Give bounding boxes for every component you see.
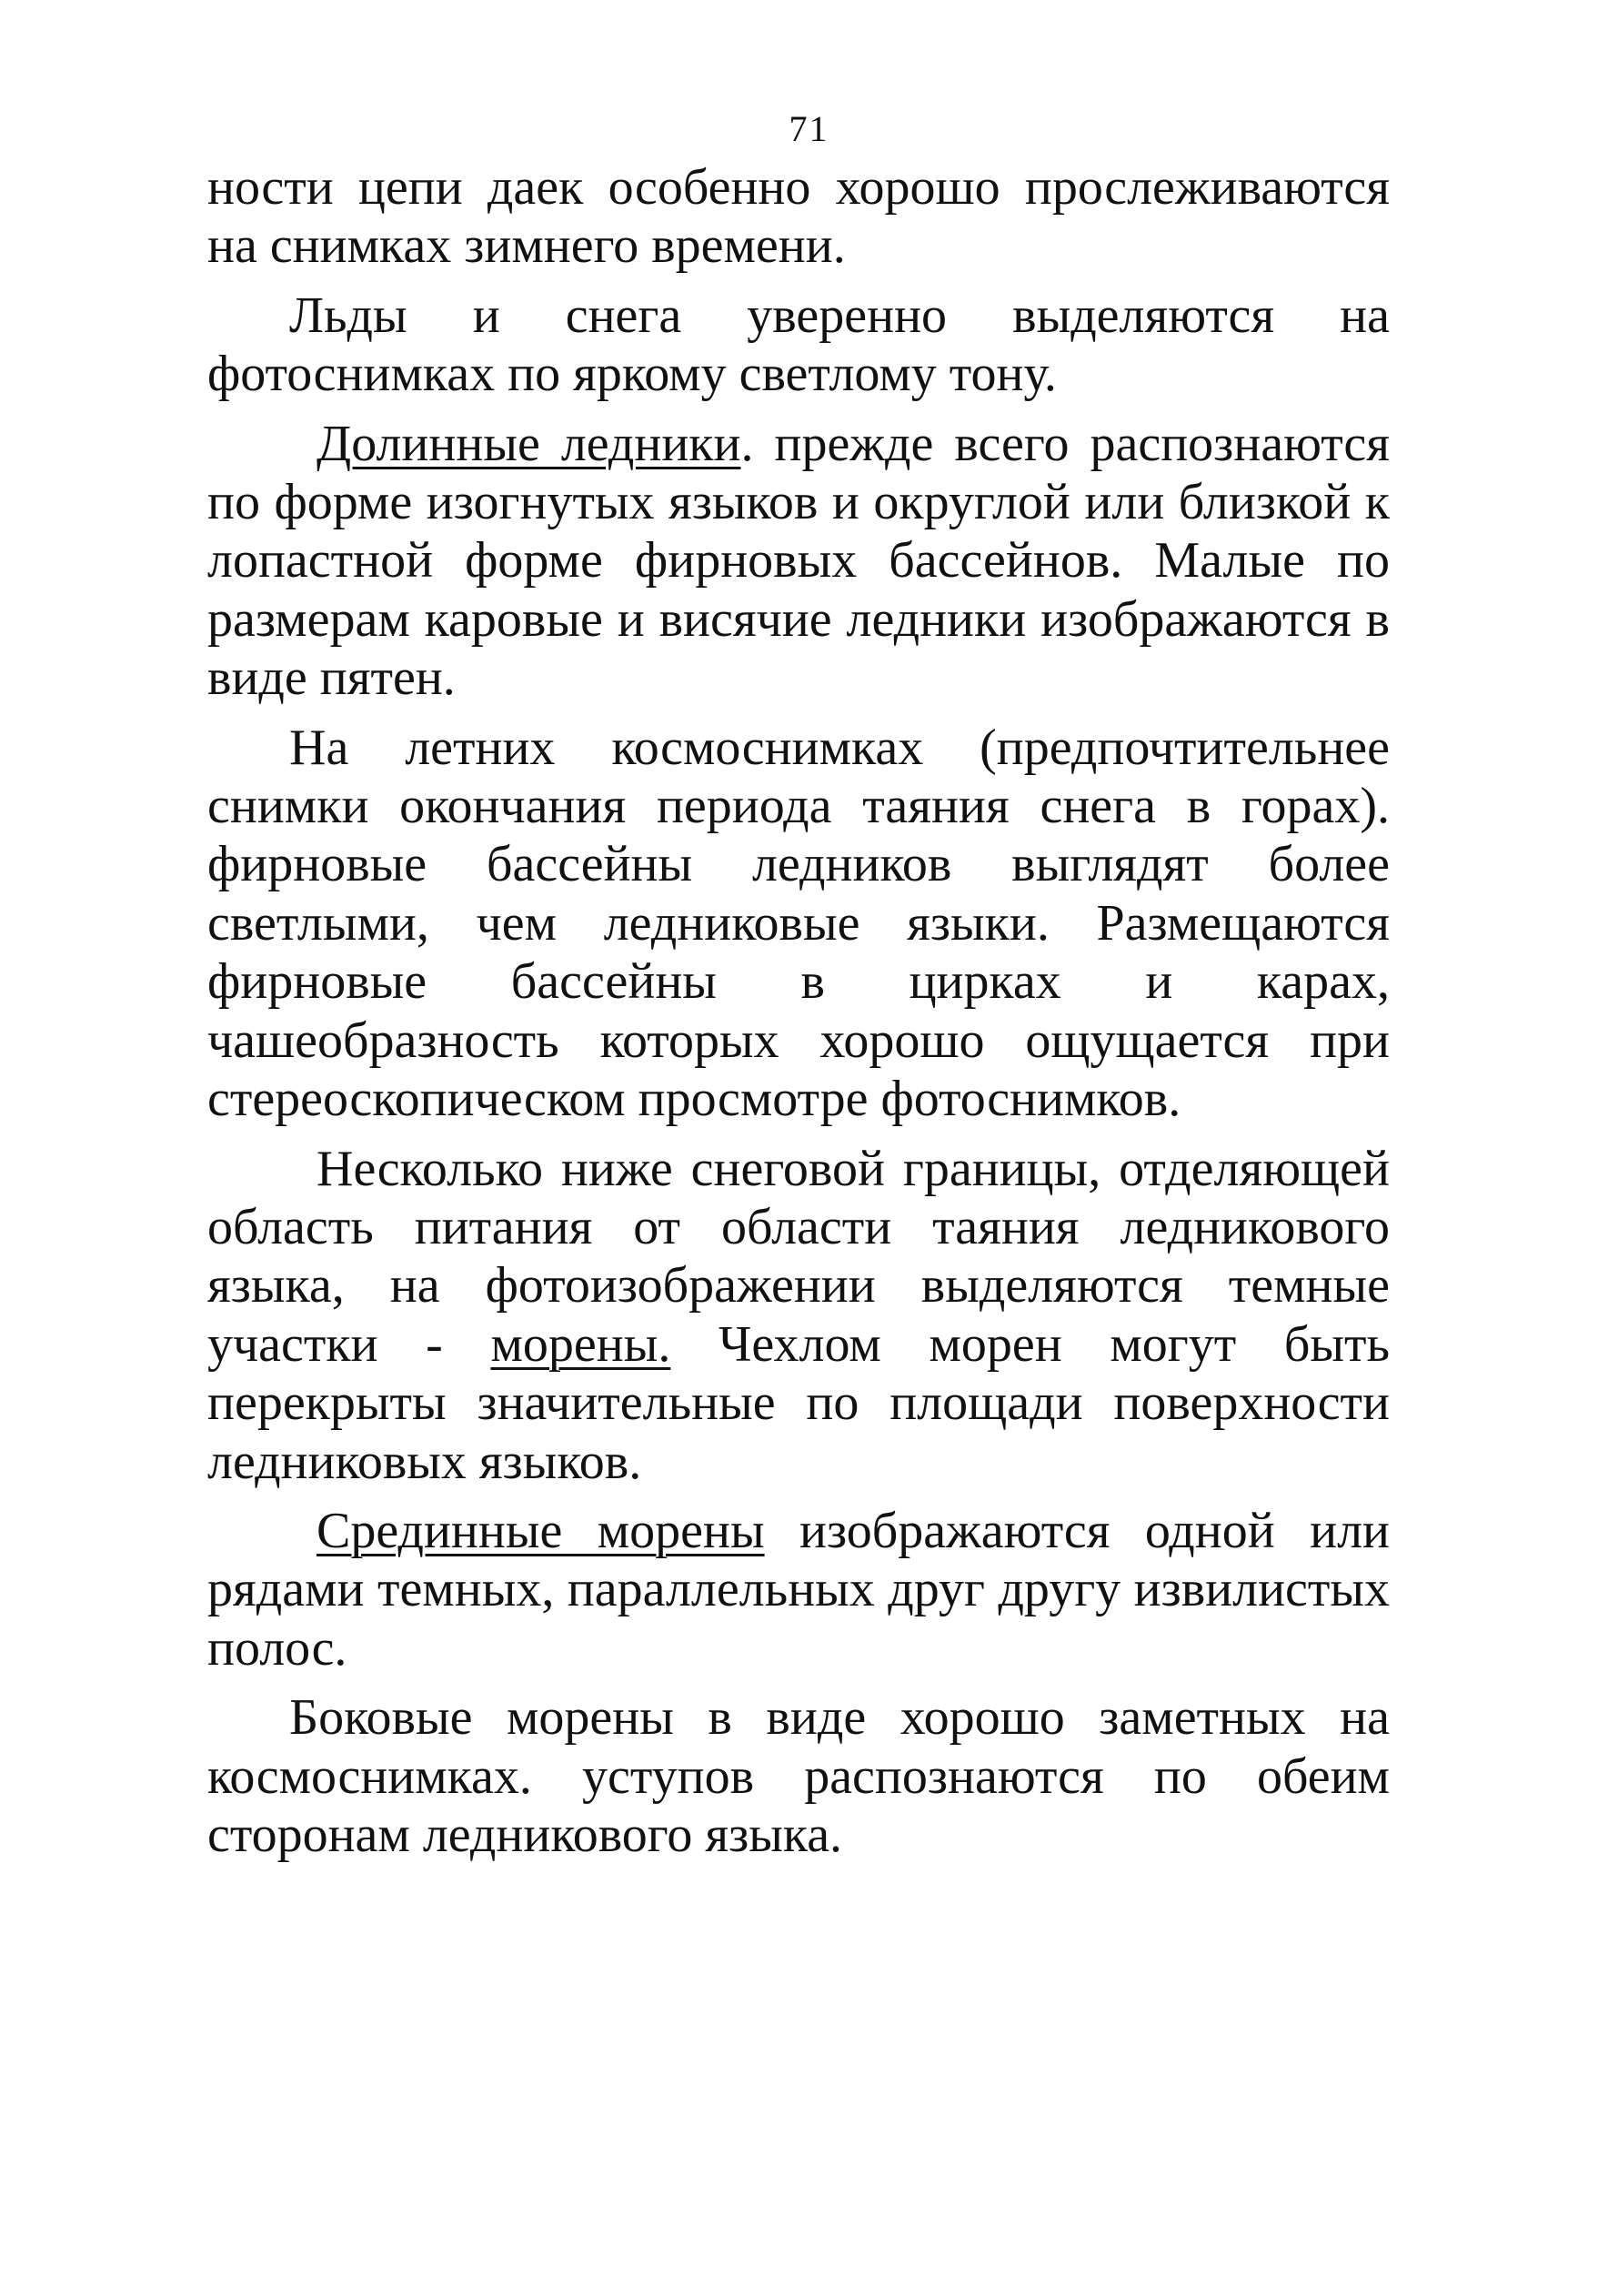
- term-moraines: морены.: [490, 1315, 671, 1373]
- paragraph-2: [207, 287, 1390, 404]
- body-text: [207, 158, 1390, 1864]
- paragraph-6-text: изображаются одной или рядами темных, параллельных друг другу извилистых полос.: [207, 1502, 1390, 1677]
- paragraph-5-text-before: Несколько ниже снеговой границы, отделяющей область питания от области таяния ледникового языка, на фотоизображении выделяются темные участки -: [207, 1140, 1390, 1373]
- paragraph-2-text: Льды и снега уверенно выделяются на фотоснимках по яркому светлому тону.: [207, 287, 1390, 403]
- paragraph-1-text: ности цепи даек особенно хорошо прослеживаются на снимках зимнего времени.: [207, 159, 1390, 275]
- paragraph-1: [207, 158, 1390, 276]
- paragraph-6: [207, 1502, 1390, 1677]
- paragraph-5: [207, 1140, 1390, 1491]
- paragraph-7: [207, 1688, 1390, 1864]
- paragraph-3-text: . прежде всего распознаются по форме изогнутых языков и округлой или близкой к лопастной форме фирновых бассейнов. Малые по размерам каровые и висячие ледники изображаются в виде пятен.: [207, 415, 1390, 707]
- paragraph-5-text-after: Чехлом морен могут быть перекрыты значительные по площади поверхности ледниковых языков.: [207, 1315, 1390, 1490]
- paragraph-4-text: На летних космоснимках (предпочтительнее снимки окончания периода таяния снега в горах). фирновые бассейны ледников выглядят более светлыми, чем ледниковые языки. Размещаются фирновые бассейны в цирках и карах, чашеобразность которых хорошо ощущается при стереоскопическом просмотре фотоснимков.: [207, 719, 1390, 1128]
- term-valley-glaciers: Долинные ледники: [317, 415, 741, 472]
- paragraph-3: [207, 415, 1390, 708]
- term-medial-moraines: Срединные морены: [317, 1502, 765, 1559]
- paragraph-4: [207, 719, 1390, 1129]
- page-number: 71: [789, 108, 829, 149]
- paragraph-7-text: Боковые морены в виде хорошо заметных на космоснимках. уступов распознаются по обеим сторонам ледникового языка.: [207, 1689, 1390, 1863]
